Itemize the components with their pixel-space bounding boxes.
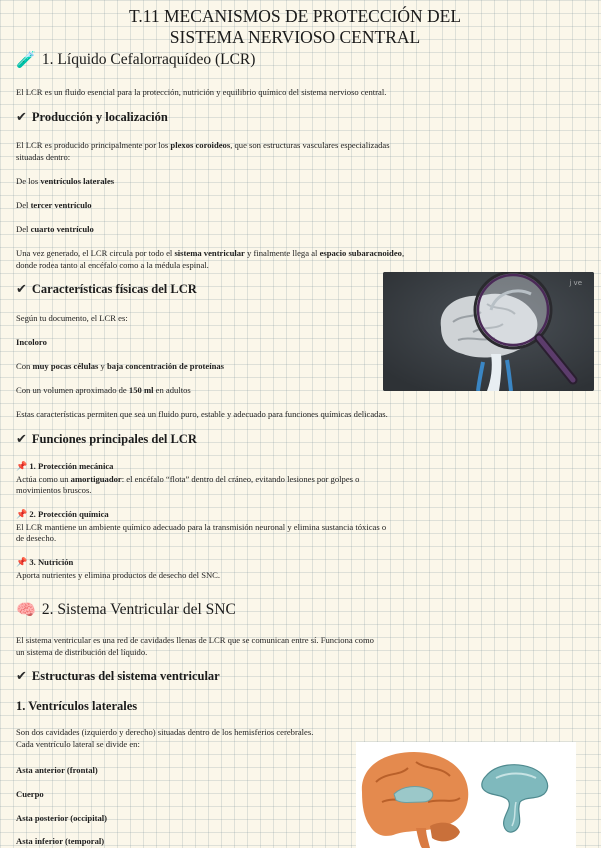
produccion-title: Producción y localización: [31, 110, 168, 124]
text-bold: Asta posterior (occipital): [16, 813, 108, 823]
pushpin-icon: 📌: [16, 510, 28, 520]
ventriculos-laterales-title: 1. Ventrículos laterales: [16, 699, 138, 713]
section-2-heading: [16, 600, 236, 619]
page-title: [60, 6, 530, 48]
list-item: [16, 765, 316, 777]
text-bold: plexos coroideos: [170, 140, 231, 150]
text: y finalmente llega al: [244, 248, 320, 258]
text-bold: amortiguador: [70, 473, 122, 484]
list-item: [16, 836, 316, 848]
list-item: [16, 789, 316, 801]
section-2-title: 2. Sistema Ventricular del SNC: [41, 600, 236, 618]
funciones-title: Funciones principales del LCR: [31, 432, 197, 446]
text: El LCR mantiene un ambiente químico adecuado para la transmisión neuronal y elimina sustancia tóxicas o: [16, 521, 387, 532]
text-bold: tercer ventrículo: [30, 200, 92, 210]
caracteristicas-intro: Según tu documento, el LCR es:: [16, 313, 128, 323]
ventricles-illustration: [356, 742, 576, 848]
text: movimientos bruscos.: [16, 485, 92, 495]
funcion-1: [16, 461, 486, 497]
funcion-3: [16, 557, 486, 581]
pushpin-icon: 📌: [16, 462, 28, 472]
text: Con un volumen aproximado de: [16, 385, 129, 395]
check-icon: ✔: [16, 282, 27, 297]
text-bold: ventrículos laterales: [40, 176, 115, 186]
check-icon: ✔: [16, 110, 27, 125]
text-bold: 150 ml: [128, 385, 154, 395]
text: Cada ventrículo lateral se divide en:: [16, 738, 140, 749]
section-1-title: 1. Líquido Cefalorraquídeo (LCR): [41, 50, 256, 68]
caracteristicas-heading: [16, 282, 197, 297]
text-bold: cuarto ventrículo: [30, 224, 94, 234]
text-bold: Cuerpo: [16, 789, 44, 799]
text: Aporta nutrientes y elimina productos de desecho del SNC.: [16, 569, 221, 580]
title-line-2: SISTEMA NERVIOSO CENTRAL: [169, 27, 421, 47]
text-bold: baja concentración de proteínas: [106, 361, 225, 371]
text: Actúa como un: [16, 473, 71, 484]
text-bold: Asta inferior (temporal): [16, 836, 105, 846]
text-bold: 2. Protección química: [29, 509, 109, 519]
text: y: [98, 361, 107, 371]
section-1-heading: [16, 50, 255, 69]
text: El sistema ventricular es una red de cavidades llenas de LCR que se comunican entre sí. Funciona como: [16, 635, 374, 645]
section-1-intro: El LCR es un fluido esencial para la protección, nutrición y equilibrio químico del sistema nervioso central.: [16, 87, 387, 97]
text: en adultos: [153, 385, 191, 395]
text: Del: [16, 224, 31, 234]
text: Del: [16, 200, 31, 210]
produccion-paragraph: [16, 140, 476, 163]
watermark: j ve: [569, 279, 582, 287]
text: Con: [16, 361, 33, 371]
text: donde rodea tanto al encéfalo como a la médula espinal.: [16, 259, 209, 270]
estructuras-title: Estructuras del sistema ventricular: [31, 669, 220, 683]
check-icon: ✔: [16, 669, 27, 684]
text-bold: 1. Protección mecánica: [29, 461, 114, 471]
text-bold: Incoloro: [16, 337, 47, 347]
text-bold: Asta anterior (frontal): [16, 765, 98, 775]
title-line-1: T.11 MECANISMOS DE PROTECCIÓN DEL: [128, 6, 462, 26]
text: , que son estructuras vasculares especializadas: [230, 140, 390, 150]
text-bold: 3. Nutrición: [29, 557, 74, 567]
caracteristicas-summary: Estas características permiten que sea un fluido puro, estable y adecuado para funciones químicas delicadas.: [16, 409, 388, 419]
text-bold: muy pocas células: [32, 361, 99, 371]
text: Son dos cavidades (izquierdo y derecho) situadas dentro de los hemisferios cerebrales.: [16, 727, 314, 737]
text-bold: espacio subaracnoideo: [319, 248, 402, 258]
ventriculos-laterales-heading: [16, 699, 137, 714]
list-item: [16, 813, 316, 825]
estructuras-heading: [16, 669, 220, 684]
text: : el encéfalo “flota” dentro del cráneo, evitando lesiones por golpes o: [121, 473, 360, 484]
text: De los: [16, 176, 41, 186]
ventricles-image: [356, 742, 576, 848]
brain-magnifier-image: [383, 272, 594, 391]
text: situadas dentro:: [16, 151, 71, 162]
text: Una vez generado, el LCR circula por todo el: [16, 248, 175, 258]
produccion-heading: [16, 110, 168, 125]
list-item: [16, 200, 476, 212]
text: El LCR es producido principalmente por los: [16, 140, 171, 150]
circulation-paragraph: [16, 248, 506, 271]
caracteristicas-title: Características físicas del LCR: [31, 282, 197, 296]
text: de desecho.: [16, 533, 57, 543]
brain-magnifier-illustration: [383, 272, 594, 391]
text: ,: [401, 248, 405, 258]
text-bold: sistema ventricular: [174, 248, 245, 258]
check-icon: ✔: [16, 432, 27, 447]
ventriculos-paragraph: [16, 727, 396, 750]
funciones-heading: [16, 432, 197, 447]
section-2-intro: [16, 635, 486, 658]
test-tube-icon: 🧪: [16, 50, 36, 69]
text: un sistema de distribución del líquido.: [16, 646, 148, 657]
list-item: [16, 176, 476, 188]
funcion-2: [16, 509, 486, 545]
brain-icon: 🧠: [16, 600, 36, 619]
pushpin-icon: 📌: [16, 558, 28, 568]
list-item: [16, 224, 476, 236]
